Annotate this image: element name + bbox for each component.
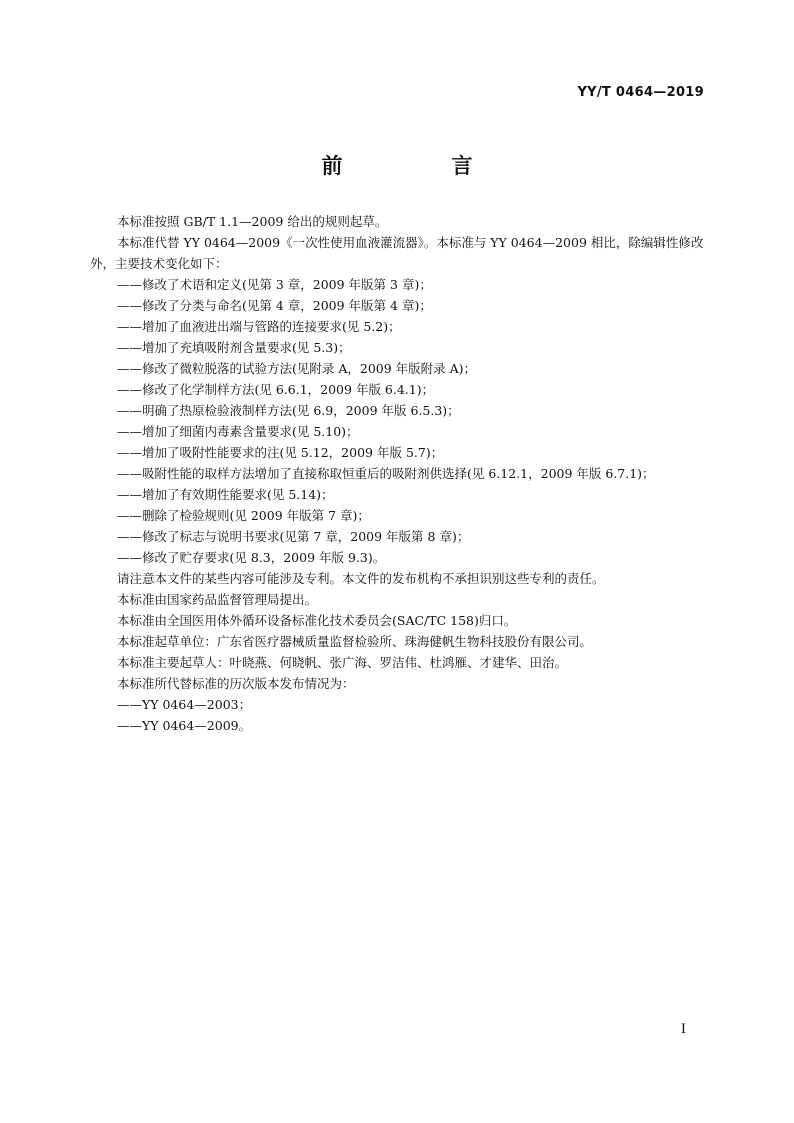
paragraph: 本标准由全国医用体外循环设备标准化技术委员会(SAC/TC 158)归口。 (117, 613, 517, 628)
paragraph: 本标准代替 YY 0464—2009《一次性使用血液灌流器》。本标准与 YY 0464—2009 相比，除编辑性修改外，主要技术变化如下： (90, 235, 704, 271)
paragraph: 本标准起草单位：广东省医疗器械质量监督检验所、珠海健帆生物科技股份有限公司。 (117, 634, 593, 649)
list-item: ——修改了微粒脱落的试验方法(见附录 A，2009 年版附录 A)； (117, 361, 477, 376)
list-item: ——增加了细菌内毒素含量要求(见 5.10)； (117, 424, 359, 439)
list-item: ——修改了标志与说明书要求(见第 7 章，2009 年版第 8 章)； (117, 529, 470, 544)
list-item: ——修改了贮存要求(见 8.3，2009 年版 9.3)。 (117, 550, 386, 565)
list-item: ——修改了分类与命名(见第 4 章，2009 年版第 4 章)； (117, 298, 432, 313)
page-number: I (680, 1022, 686, 1037)
list-item: ——增加了有效期性能要求(见 5.14)； (117, 487, 334, 502)
list-item: ——增加了血液进出端与管路的连接要求(见 5.2)； (117, 319, 401, 334)
document-body (90, 211, 706, 736)
list-item: ——YY 0464—2009。 (117, 718, 252, 733)
list-item: ——吸附性能的取样方法增加了直接称取恒重后的吸附剂供选择(见 6.12.1，2009 年版 6.7.1)； (117, 466, 655, 481)
list-item: ——YY 0464—2003； (117, 697, 252, 712)
paragraph: 本标准主要起草人：叶晓燕、何晓帆、张广海、罗洁伟、杜鸿雁、才建华、田治。 (117, 655, 568, 670)
paragraph: 本标准由国家药品监督管理局提出。 (117, 592, 318, 607)
list-item: ——修改了术语和定义(见第 3 章，2009 年版第 3 章)； (117, 277, 432, 292)
paragraph: 本标准所代替标准的历次版本发布情况为： (117, 676, 355, 691)
paragraph: 本标准按照 GB/T 1.1—2009 给出的规则起草。 (117, 214, 388, 229)
paragraph: 请注意本文件的某些内容可能涉及专利。本文件的发布机构不承担识别这些专利的责任。 (117, 571, 605, 586)
standard-code: YY/T 0464—2019 (577, 85, 704, 100)
list-item: ——明确了热原检验液制样方法(见 6.9，2009 年版 6.5.3)； (117, 403, 460, 418)
list-item: ——增加了吸附性能要求的注(见 5.12，2009 年版 5.7)； (117, 445, 444, 460)
list-item: ——修改了化学制样方法(见 6.6.1，2009 年版 6.4.1)； (117, 382, 435, 397)
list-item: ——增加了充填吸附剂含量要求(见 5.3)； (117, 340, 351, 355)
list-item: ——删除了检验规则(见 2009 年版第 7 章)； (117, 508, 370, 523)
page-title: 前 言 (321, 154, 517, 178)
